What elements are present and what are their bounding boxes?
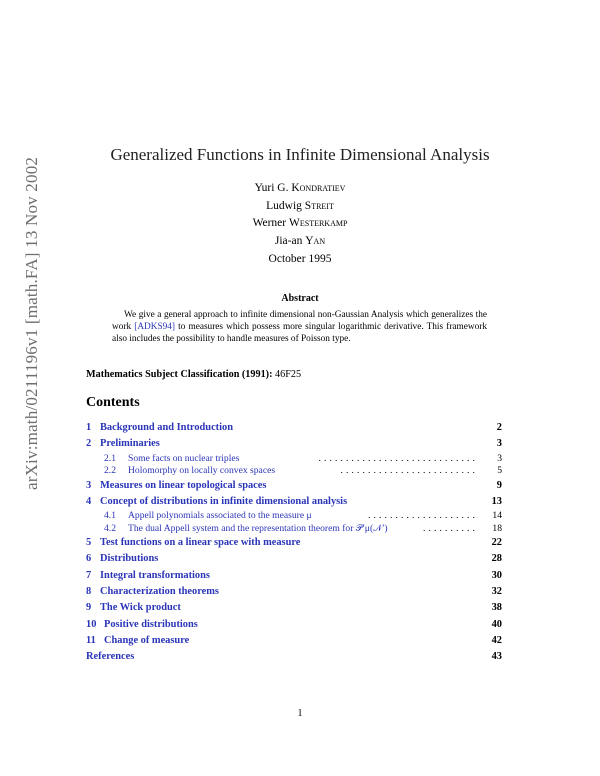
- msc-value: 46F25: [272, 369, 302, 380]
- toc-entry-label[interactable]: Holomorphy on locally convex spaces: [128, 465, 276, 477]
- toc-entry[interactable]: [86, 465, 502, 478]
- toc-entry[interactable]: [86, 568, 502, 584]
- toc-entry[interactable]: [86, 420, 502, 436]
- author-3-last: Westerkamp: [289, 217, 348, 229]
- toc-entry-number[interactable]: 1: [86, 422, 92, 433]
- toc-entry-label[interactable]: The Wick product: [100, 602, 181, 614]
- toc-entry[interactable]: [86, 617, 502, 633]
- toc-entry-page: 9: [496, 479, 502, 491]
- toc-entry[interactable]: [86, 633, 502, 649]
- toc-entry-number[interactable]: 5: [86, 537, 92, 549]
- toc-leader-dots: ..........: [423, 522, 478, 534]
- toc-entry[interactable]: [86, 478, 502, 494]
- abstract-text: [112, 309, 487, 346]
- toc-entry-page: 2: [496, 422, 502, 433]
- contents-heading: Contents: [86, 395, 140, 410]
- table-of-contents: [86, 420, 502, 666]
- author-2-first: Ludwig: [266, 199, 305, 212]
- toc-entry[interactable]: [86, 453, 502, 466]
- toc-entry-page: 28: [491, 553, 502, 565]
- toc-entry[interactable]: [86, 535, 502, 551]
- author-1-first: Yuri G.: [254, 182, 292, 194]
- toc-entry-number[interactable]: 6: [86, 553, 92, 565]
- toc-entry-number[interactable]: 4: [86, 495, 92, 507]
- author-list: [0, 180, 600, 250]
- subject-classification: [86, 369, 301, 380]
- toc-entry-number[interactable]: 11: [86, 634, 96, 646]
- toc-leader-dots: .............................: [318, 452, 478, 464]
- toc-entry-label[interactable]: Preliminaries: [100, 438, 160, 450]
- toc-entry-number[interactable]: 7: [86, 569, 92, 581]
- toc-entry[interactable]: [86, 510, 502, 523]
- toc-entry-label[interactable]: Some facts on nuclear triples: [128, 452, 240, 464]
- author-2-last: Streit: [304, 199, 334, 212]
- abstract-heading: Abstract: [281, 293, 319, 304]
- toc-entry-number[interactable]: 4.1: [104, 510, 116, 522]
- toc-entry-page: 40: [491, 618, 502, 630]
- author-4: [0, 233, 600, 251]
- toc-entry-page: 22: [491, 537, 502, 549]
- toc-entry-label[interactable]: Distributions: [100, 553, 159, 565]
- toc-entry-page: 30: [491, 569, 502, 581]
- toc-entry-label[interactable]: Positive distributions: [104, 618, 198, 630]
- toc-entry-label[interactable]: Test functions on a linear space with measure: [100, 537, 301, 549]
- toc-entry[interactable]: [86, 523, 502, 536]
- paper-title: Generalized Functions in Infinite Dimensional Analysis: [110, 145, 490, 164]
- toc-entry-page: 42: [491, 634, 502, 646]
- toc-entry-label[interactable]: Change of measure: [104, 634, 190, 646]
- toc-entry-label[interactable]: Background and Introduction: [100, 422, 234, 433]
- toc-entry-page: 32: [491, 586, 502, 598]
- toc-entry-page: 13: [491, 495, 502, 507]
- toc-entry[interactable]: [86, 551, 502, 567]
- arxiv-identifier: arXiv:math/0211196v1 [math.FA] 13 Nov 2002: [22, 156, 41, 490]
- toc-entry-page: 38: [491, 602, 502, 614]
- toc-entry-page: 3: [497, 452, 502, 464]
- toc-entry-page: 43: [491, 651, 502, 663]
- toc-entry[interactable]: [86, 494, 502, 510]
- toc-entry-label[interactable]: Concept of distributions in infinite dimensional analysis: [100, 495, 348, 507]
- toc-entry-page: 18: [492, 522, 502, 534]
- abstract-text-part-2: to measures which possess more singular logarithmic derivative. This framework also includes the possibility to handle measures of Poisson type.: [112, 322, 488, 345]
- author-2: [0, 198, 600, 216]
- toc-entry-label[interactable]: References: [86, 651, 135, 663]
- toc-entry-number[interactable]: 8: [86, 586, 92, 598]
- toc-entry-page: 5: [497, 465, 502, 477]
- toc-entry-number[interactable]: 2: [86, 438, 92, 450]
- toc-entry-number[interactable]: 2.1: [104, 452, 116, 464]
- author-3: [0, 215, 600, 233]
- page-number: 1: [297, 708, 303, 719]
- toc-entry-page: 14: [492, 510, 502, 522]
- author-4-last: Yan: [305, 234, 326, 247]
- toc-entry-number[interactable]: 3: [86, 479, 92, 491]
- toc-entry-label[interactable]: Characterization theorems: [100, 586, 219, 598]
- toc-entry[interactable]: [86, 649, 502, 665]
- author-3-first: Werner: [252, 217, 289, 229]
- toc-entry-label[interactable]: Integral transformations: [100, 569, 210, 581]
- toc-entry-number[interactable]: 9: [86, 602, 92, 614]
- author-1: [0, 180, 600, 198]
- toc-entry[interactable]: [86, 584, 502, 600]
- toc-entry-number[interactable]: 4.2: [104, 522, 116, 534]
- citation-link[interactable]: [ADKS94]: [134, 322, 176, 333]
- toc-leader-dots: ....................: [368, 510, 478, 522]
- toc-leader-dots: .........................: [340, 465, 478, 477]
- toc-entry-label[interactable]: Appell polynomials associated to the measure μ: [128, 510, 312, 522]
- toc-entry-page: 3: [496, 438, 502, 450]
- author-4-first: Jia-an: [274, 234, 306, 247]
- toc-entry-number[interactable]: 10: [86, 618, 97, 630]
- toc-entry-number[interactable]: 2.2: [104, 465, 116, 477]
- abstract-text-part-1: We give a general approach to infinite dimensional non-Gaussian Analysis which generalizes the work: [112, 310, 487, 333]
- toc-entry-label[interactable]: Measures on linear topological spaces: [100, 479, 267, 491]
- author-1-last: Kondratiev: [291, 182, 346, 194]
- paper-date: October 1995: [268, 253, 332, 265]
- toc-entry-label[interactable]: The dual Appell system and the representation theorem for 𝒫′μ(𝒩′): [128, 522, 388, 534]
- msc-label: Mathematics Subject Classification (1991):: [86, 369, 273, 380]
- toc-entry[interactable]: [86, 600, 502, 616]
- toc-entry[interactable]: [86, 436, 502, 452]
